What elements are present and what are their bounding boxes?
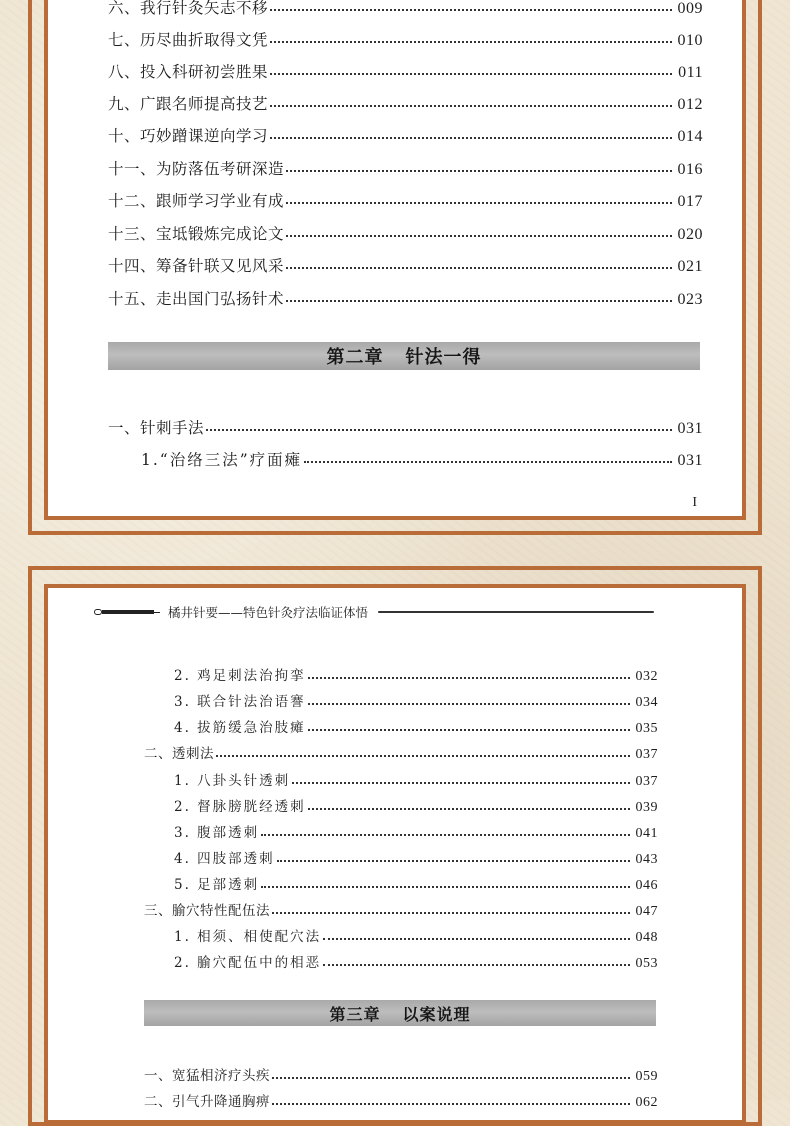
entry-title: 2. 腧穴配伍中的相恶 xyxy=(174,955,322,971)
entry-page: 035 xyxy=(635,721,658,736)
entry-page: 009 xyxy=(677,0,703,17)
entry-title: 九、广跟名师提高技艺 xyxy=(108,95,269,113)
leader-dots xyxy=(286,202,671,204)
entry-title: 十三、宝坻锻炼完成论文 xyxy=(108,225,285,243)
leader-dots xyxy=(261,834,629,836)
entry-title: 2. 鸡足刺法治拘挛 xyxy=(174,668,306,684)
chapter-number: 第三章 xyxy=(329,1004,381,1024)
toc-entry xyxy=(108,222,703,244)
toc-entry xyxy=(108,157,703,179)
entry-page: 039 xyxy=(635,800,658,815)
toc-entry xyxy=(144,899,658,920)
toc-entry xyxy=(108,0,703,18)
entry-title: 1. 相须、相使配穴法 xyxy=(174,929,322,945)
toc-entry xyxy=(108,60,703,82)
toc-subentry xyxy=(174,690,658,711)
leader-dots xyxy=(286,235,671,237)
entry-title: 八、投入科研初尝胜果 xyxy=(108,63,269,81)
entry-page: 012 xyxy=(677,96,703,113)
toc-entry xyxy=(108,416,703,438)
leader-dots xyxy=(286,170,671,172)
running-head-title: 橘井针要——特色针灸疗法临证体悟 xyxy=(168,605,369,620)
entry-page: 037 xyxy=(635,747,658,762)
entry-page: 059 xyxy=(635,1069,658,1084)
entry-page: 021 xyxy=(677,258,703,275)
page-folio: I xyxy=(692,495,697,510)
leader-dots xyxy=(308,703,630,705)
entry-title: 二、透刺法 xyxy=(144,746,214,762)
toc-subentry xyxy=(174,716,658,737)
entry-page: 014 xyxy=(677,128,703,145)
leader-dots xyxy=(308,808,630,810)
toc-subentry xyxy=(174,664,658,685)
entry-page: 041 xyxy=(635,826,658,841)
toc-page-two xyxy=(44,584,746,1124)
entry-title: 一、针刺手法 xyxy=(108,419,205,437)
entry-page: 010 xyxy=(677,32,703,49)
leader-dots xyxy=(323,964,629,966)
toc-subentry xyxy=(141,448,703,470)
entry-title: 5. 足部透刺 xyxy=(174,877,260,893)
toc-entry xyxy=(108,287,703,309)
leader-dots xyxy=(270,105,671,107)
chapter-title: 以案说理 xyxy=(402,1004,471,1024)
toc-entry xyxy=(108,92,703,114)
entry-title: 一、宽猛相济疗头疾 xyxy=(144,1068,270,1084)
chapter-heading-bar xyxy=(108,342,700,370)
toc-entry xyxy=(144,742,658,763)
toc-entry xyxy=(144,1090,658,1111)
entry-page: 011 xyxy=(678,64,703,81)
leader-dots xyxy=(270,41,671,43)
entry-title: 七、历尽曲折取得文凭 xyxy=(108,31,269,49)
entry-page: 048 xyxy=(635,930,658,945)
leader-dots xyxy=(308,677,630,679)
entry-page: 016 xyxy=(677,161,703,178)
leader-dots xyxy=(270,9,671,11)
leader-dots xyxy=(308,729,630,731)
chapter-heading-bar xyxy=(144,1000,656,1026)
leader-dots xyxy=(206,429,671,431)
running-head-rule xyxy=(378,611,654,613)
entry-title: 十、巧妙蹭课逆向学习 xyxy=(108,127,269,145)
leader-dots xyxy=(286,267,671,269)
toc-subentry xyxy=(174,847,658,868)
entry-page: 017 xyxy=(677,193,703,210)
entry-title: 1.“治络三法”疗面瘫 xyxy=(141,451,303,469)
toc-subentry xyxy=(174,821,658,842)
entry-title: 4. 拔筋缓急治肢瘫 xyxy=(174,720,306,736)
entry-page: 053 xyxy=(635,956,658,971)
leader-dots xyxy=(277,860,630,862)
toc-page-one xyxy=(44,0,746,520)
entry-title: 六、我行针灸矢志不移 xyxy=(108,0,269,17)
entry-title: 十二、跟师学习学业有成 xyxy=(108,192,285,210)
toc-subentry xyxy=(174,925,658,946)
entry-page: 031 xyxy=(677,452,703,469)
toc-entry xyxy=(108,254,703,276)
entry-title: 十四、筹备针联又见风采 xyxy=(108,257,285,275)
entry-page: 037 xyxy=(635,774,658,789)
entry-page: 062 xyxy=(635,1095,658,1110)
leader-dots xyxy=(270,137,671,139)
leader-dots xyxy=(286,300,671,302)
toc-entry xyxy=(144,1064,658,1085)
entry-page: 034 xyxy=(635,695,658,710)
entry-title: 4. 四肢部透刺 xyxy=(174,851,275,867)
entry-page: 023 xyxy=(677,291,703,308)
chapter-title: 针法一得 xyxy=(405,347,482,368)
toc-subentry xyxy=(174,769,658,790)
leader-dots xyxy=(272,912,630,914)
entry-page: 047 xyxy=(635,904,658,919)
toc-subentry xyxy=(174,795,658,816)
entry-title: 十一、为防落伍考研深造 xyxy=(108,160,285,178)
entry-page: 043 xyxy=(635,852,658,867)
toc-entry xyxy=(108,124,703,146)
entry-title: 二、引气升降通胸痹 xyxy=(144,1094,270,1110)
toc-subentry xyxy=(174,951,658,972)
chapter-number: 第二章 xyxy=(326,347,384,368)
toc-entry xyxy=(108,28,703,50)
entry-page: 046 xyxy=(635,878,658,893)
toc-entry xyxy=(108,189,703,211)
entry-page: 032 xyxy=(635,669,658,684)
leader-dots xyxy=(292,782,629,784)
leader-dots xyxy=(216,755,630,757)
leader-dots xyxy=(323,938,629,940)
entry-title: 三、腧穴特性配伍法 xyxy=(144,903,270,919)
running-head xyxy=(94,602,654,622)
entry-page: 020 xyxy=(677,226,703,243)
leader-dots xyxy=(272,1103,630,1105)
entry-title: 1. 八卦头针透刺 xyxy=(174,773,291,789)
needle-icon xyxy=(94,609,160,615)
leader-dots xyxy=(272,1077,630,1079)
leader-dots xyxy=(304,461,671,463)
leader-dots xyxy=(261,886,629,888)
entry-title: 十五、走出国门弘扬针术 xyxy=(108,290,285,308)
leader-dots xyxy=(270,73,672,75)
entry-title: 2. 督脉膀胱经透刺 xyxy=(174,799,306,815)
entry-page: 031 xyxy=(677,420,703,437)
toc-subentry xyxy=(174,873,658,894)
entry-title: 3. 联合针法治语謇 xyxy=(174,694,306,710)
entry-title: 3. 腹部透刺 xyxy=(174,825,260,841)
